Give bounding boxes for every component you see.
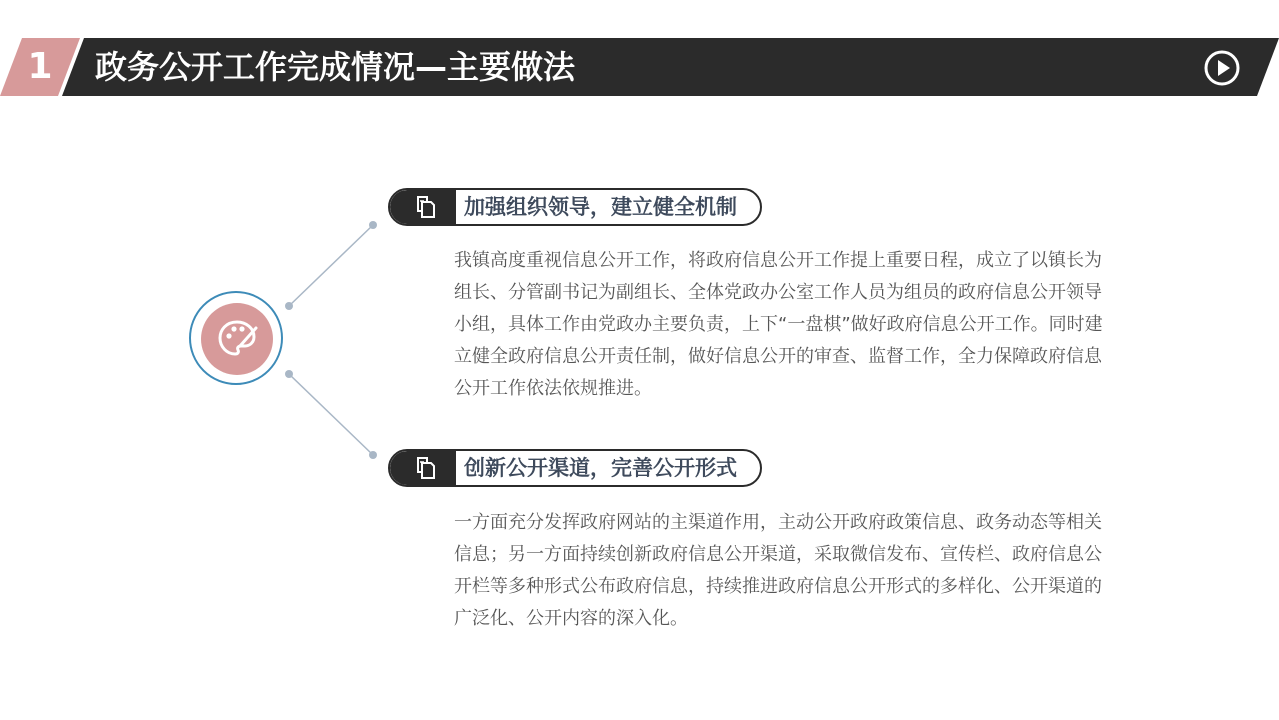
connector-dot xyxy=(369,221,377,229)
item-body-2: 一方面充分发挥政府网站的主渠道作用，主动公开政府政策信息、政务动态等相关信息；另一方面持续创新政府信息公开渠道，采取微信发布、宣传栏、政府信息公开栏等多种形式公布政府信息，持续推进政府信息公开形式的多样化、公开渠道的广泛化、公开内容的深入化。 xyxy=(454,512,1102,629)
item-heading-pill-2 xyxy=(388,449,762,487)
page-title: 政务公开工作完成情况—主要做法 xyxy=(95,48,576,86)
document-stack-icon xyxy=(413,195,437,219)
palette-icon xyxy=(216,318,258,360)
connector-line-top xyxy=(289,225,373,306)
document-stack-icon xyxy=(413,456,437,480)
connector-dot xyxy=(285,370,293,378)
item-body-1: 我镇高度重视信息公开工作，将政府信息公开工作提上重要日程，成立了以镇长为组长、分管副书记为副组长、全体党政办公室工作人员为组员的政府信息公开领导小组，具体工作由党政办主要负责，上下“一盘棋”做好政府信息公开工作。同时建立健全政府信息公开责任制，做好信息公开的审查、监督工作，全力保障政府信息公开工作依法依规推进。 xyxy=(454,250,1103,399)
item-heading: 加强组织领导，建立健全机制 xyxy=(464,195,737,219)
connector-dot xyxy=(369,451,377,459)
section-number: 1 xyxy=(27,46,53,87)
connector-line-bottom xyxy=(289,374,373,455)
item-heading-pill-1 xyxy=(388,188,762,226)
connector-dot xyxy=(285,302,293,310)
item-heading: 创新公开渠道，完善公开形式 xyxy=(464,456,737,480)
